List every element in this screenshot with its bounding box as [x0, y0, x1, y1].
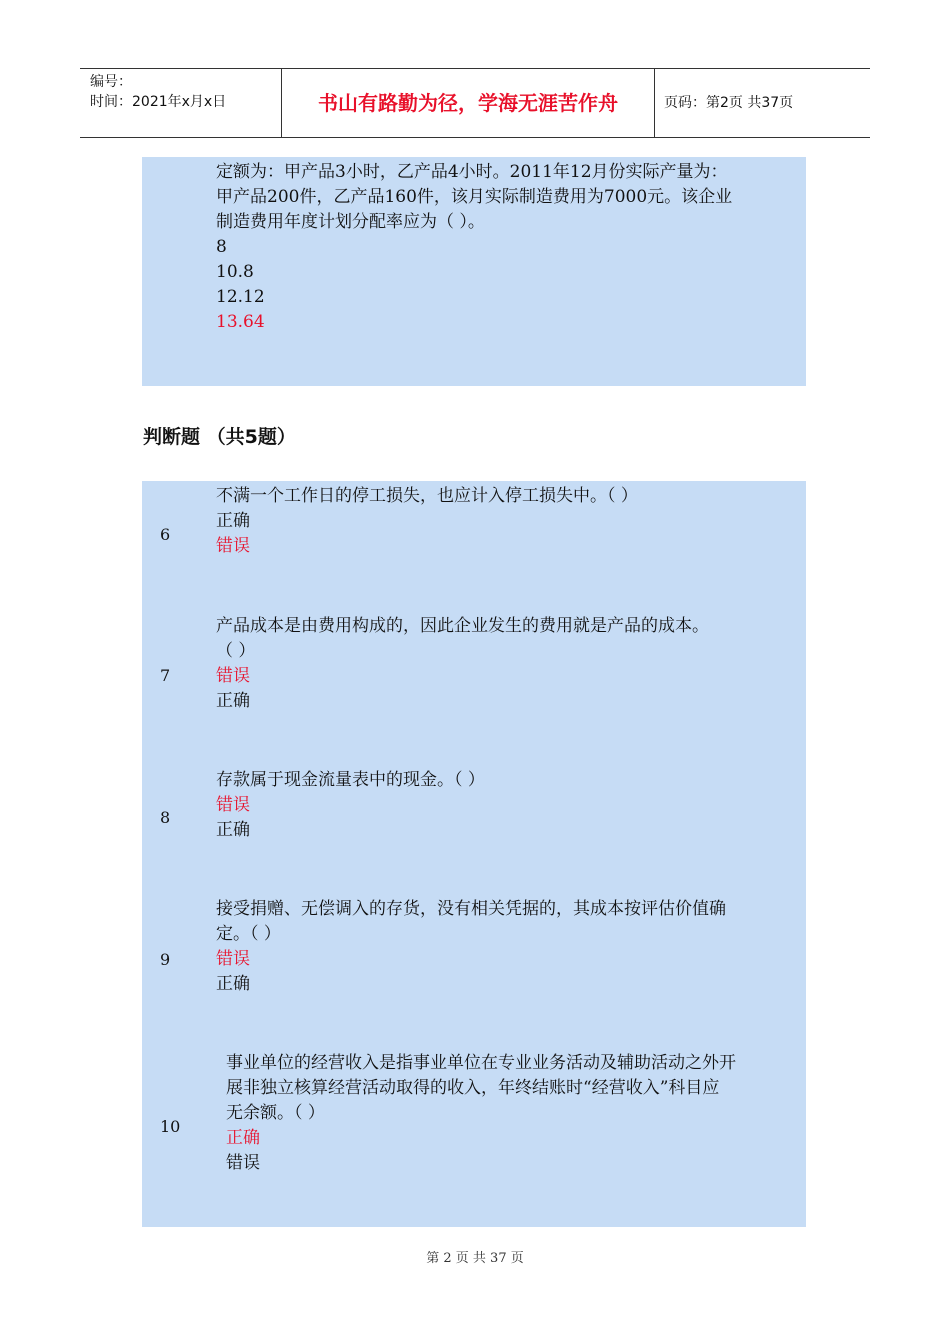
option-wrong-choice-answer[interactable]: 错误 [216, 666, 250, 686]
question-10 [226, 1051, 736, 1176]
option-correct-choice[interactable]: 正确 [216, 820, 250, 840]
question-text-line: 定。（ ） [216, 924, 281, 944]
question-text-line: 制造费用年度计划分配率应为（ ）。 [216, 212, 485, 232]
date-label: 时间：2021年x月x日 [90, 94, 227, 110]
question-7 [216, 614, 709, 714]
option-wrong-choice-answer[interactable]: 错误 [216, 949, 250, 969]
option-a[interactable]: 8 [216, 237, 227, 257]
option-correct-choice-answer[interactable]: 正确 [226, 1128, 260, 1148]
header-divider [654, 69, 655, 137]
question-card-5 [142, 157, 806, 386]
question-text-line: 事业单位的经营收入是指事业单位在专业业务活动及辅助活动之外开 [226, 1053, 736, 1073]
question-text-line: 定额为：甲产品3小时，乙产品4小时。2011年12月份实际产量为： [216, 162, 728, 182]
page-footer: 第 2 页 共 37 页 [426, 1251, 524, 1266]
judgment-questions-card [142, 481, 806, 1227]
question-text-line: 甲产品200件，乙产品160件，该月实际制造费用为7000元。该企业 [216, 187, 733, 207]
question-number: 10 [160, 1117, 181, 1136]
header-page-number: 页码：第2页 共37页 [664, 95, 794, 111]
option-correct-choice[interactable]: 正确 [216, 691, 250, 711]
question-text-line: 接受捐赠、无偿调入的存货，没有相关凭据的，其成本按评估价值确 [216, 899, 726, 919]
code-label: 编号： [90, 74, 132, 90]
question-text-line: 存款属于现金流量表中的现金。（ ） [216, 770, 485, 790]
header-meta [90, 72, 226, 112]
question-number: 7 [160, 666, 171, 685]
question-number: 8 [160, 808, 171, 827]
section-title: 判断题 （共5题） [143, 426, 296, 448]
question-text-line: 产品成本是由费用构成的，因此企业发生的费用就是产品的成本。 [216, 616, 709, 636]
option-correct-choice[interactable]: 正确 [216, 511, 250, 531]
question-number: 9 [160, 950, 171, 969]
question-8 [216, 768, 485, 843]
option-wrong-choice-answer[interactable]: 错误 [216, 536, 250, 556]
question-6 [216, 484, 638, 559]
question-text-line: （ ） [216, 641, 256, 661]
page-header [80, 68, 870, 138]
question-text-line: 无余额。（ ） [226, 1103, 325, 1123]
question-text-line: 不满一个工作日的停工损失，也应计入停工损失中。（ ） [216, 486, 638, 506]
question-number: 6 [160, 525, 171, 544]
option-b[interactable]: 10.8 [216, 262, 254, 282]
option-c[interactable]: 12.12 [216, 287, 265, 307]
question-9 [216, 897, 726, 997]
question-text-line: 展非独立核算经营活动取得的收入，年终结账时“经营收入”科目应 [226, 1078, 720, 1098]
option-wrong-choice-answer[interactable]: 错误 [216, 795, 250, 815]
option-wrong-choice[interactable]: 错误 [226, 1153, 260, 1173]
header-motto: 书山有路勤为径，学海无涯苦作舟 [318, 91, 618, 115]
option-d-correct[interactable]: 13.64 [216, 312, 265, 332]
question-body [216, 160, 732, 335]
option-correct-choice[interactable]: 正确 [216, 974, 250, 994]
